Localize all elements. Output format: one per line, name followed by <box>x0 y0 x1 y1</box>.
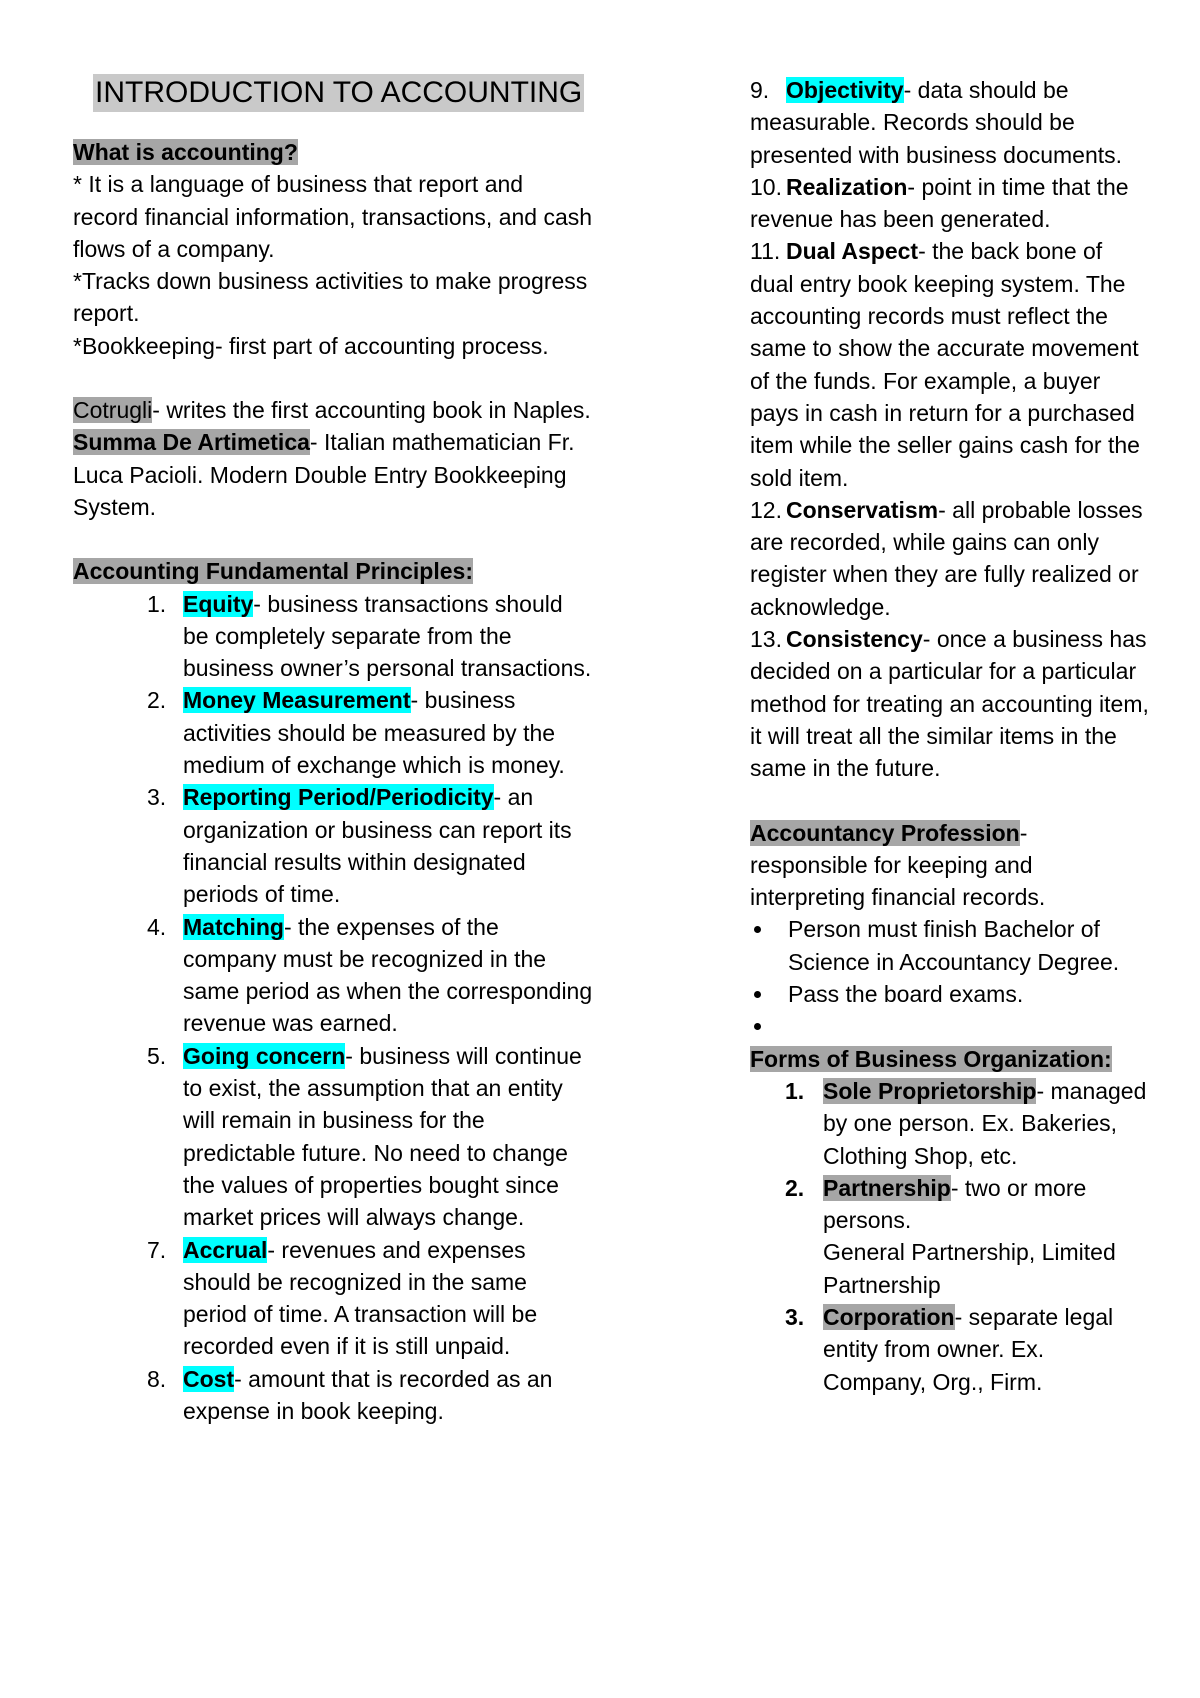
history-item <box>73 426 593 523</box>
principle-text: - all probable losses are recorded, while gains can only register when they are fully realized or acknowledge. <box>750 496 1143 620</box>
intro-line: * It is a language of business that report and record financial information, transactions, and cash flows of a company. <box>73 171 593 262</box>
principle-text: - data should be measurable. Records should be presented with business documents. <box>750 77 1123 168</box>
principle-item <box>147 1040 593 1234</box>
principle-item <box>147 781 593 910</box>
form-term: Partnership <box>823 1174 951 1201</box>
principle-number: 12. <box>750 496 782 523</box>
principle-item <box>147 911 593 1040</box>
principle-term: Going concern <box>183 1042 346 1069</box>
principle-text: - an organization or business can report its financial results within designated periods of time. <box>183 784 572 908</box>
page-title: INTRODUCTION TO ACCOUNTING <box>93 74 584 112</box>
profession-block <box>750 817 1150 914</box>
form-number: 3. <box>785 1303 805 1330</box>
principle-term: Conservatism <box>786 496 939 523</box>
form-term: Sole Proprietorship <box>823 1077 1037 1104</box>
principle-term: Money Measurement <box>183 687 411 714</box>
intro-heading: What is accounting? <box>73 139 298 165</box>
principle-number: 2. <box>147 687 167 714</box>
principles-list-right <box>750 74 1150 785</box>
principle-term: Objectivity <box>786 77 904 103</box>
principle-text: - business will continue to exist, the assumption that an entity will remain in business for the predictable future. No need to change the values of properties bought since market prices will always change. <box>183 1042 582 1231</box>
principle-item <box>147 1234 593 1363</box>
principle-item <box>147 684 593 781</box>
intro-line: *Tracks down business activities to make progress report. <box>73 268 588 327</box>
profession-text: - responsible for keeping and interpreting financial records. <box>750 819 1046 911</box>
principle-number: 4. <box>147 913 167 940</box>
form-number: 2. <box>785 1174 805 1201</box>
requirement-item: Person must finish Bachelor of Science in Accountancy Degree. <box>788 913 1150 978</box>
form-text: - two or more persons. <box>823 1174 1087 1234</box>
history-text: - Italian mathematician Fr. Luca Pacioli. Modern Double Entry Bookkeeping System. <box>73 429 575 520</box>
form-text: - managed by one person. Ex. Bakeries, Clothing Shop, etc. <box>823 1077 1147 1169</box>
principle-term: Equity <box>183 590 254 617</box>
right-column <box>750 74 1150 1398</box>
principle-term: Realization <box>786 173 908 200</box>
principle-number: 11. <box>750 238 781 265</box>
form-number: 1. <box>785 1077 805 1104</box>
principle-term: Reporting Period/Periodicity <box>183 784 494 811</box>
principle-number: 3. <box>147 784 167 811</box>
principle-item <box>750 623 1150 784</box>
principle-term: Matching <box>183 913 284 940</box>
forms-heading: Forms of Business Organization: <box>750 1045 1112 1072</box>
principle-number: 10. <box>750 173 782 200</box>
principle-term: Accrual <box>183 1236 268 1263</box>
principle-text: - revenues and expenses should be recognized in the same period of time. A transaction will be recorded even if it is still unpaid. <box>183 1236 538 1360</box>
principle-number: 1. <box>147 590 167 617</box>
principle-text: - business activities should be measured by the medium of exchange which is money. <box>183 687 565 779</box>
principle-term: Consistency <box>786 626 923 653</box>
form-extra: General Partnership, Limited Partnership <box>823 1239 1116 1298</box>
principle-number: 9. <box>750 77 770 103</box>
left-column <box>73 74 593 1427</box>
principle-item <box>750 494 1150 623</box>
form-text: - separate legal entity from owner. Ex. Company, Org., Firm. <box>823 1303 1114 1395</box>
principles-heading: Accounting Fundamental Principles: <box>73 558 473 585</box>
principle-item <box>750 235 1150 493</box>
form-item <box>785 1301 1150 1398</box>
principle-text: - business transactions should be completely separate from the business owner’s personal transactions. <box>183 590 592 682</box>
principle-item <box>750 74 1150 171</box>
principle-text: - amount that is recorded as an expense in book keeping. <box>183 1365 553 1424</box>
principle-text: - the expenses of the company must be recognized in the same period as when the corresponding revenue was earned. <box>183 913 593 1037</box>
principle-text: - once a business has decided on a particular for a particular method for treating an accounting item, it will treat all the similar items in the same in the future. <box>750 626 1149 782</box>
form-item <box>785 1172 1150 1301</box>
principle-term: Dual Aspect <box>786 238 919 265</box>
history-term: Summa De Artimetica <box>73 429 310 456</box>
history-item <box>73 394 593 426</box>
profession-term: Accountancy Profession <box>750 819 1020 846</box>
principle-number: 13. <box>750 626 782 653</box>
form-term: Corporation <box>823 1303 955 1330</box>
principle-text: - point in time that the revenue has been generated. <box>750 173 1129 233</box>
principle-number: 8. <box>147 1365 167 1392</box>
principle-number: 7. <box>147 1236 167 1263</box>
principle-item <box>750 171 1150 236</box>
profession-requirements <box>750 913 1150 1042</box>
history-text: - writes the first accounting book in Naples. <box>152 397 591 424</box>
history-term: Cotrugli <box>73 397 153 424</box>
requirement-item: Pass the board exams. <box>788 978 1150 1010</box>
principle-number: 5. <box>147 1042 167 1069</box>
forms-list <box>750 1075 1150 1398</box>
principle-text: - the back bone of dual entry book keeping system. The accounting records must reflect the same to show the accurate movement of the funds. For example, a buyer pays in cash in return for a purchased item while the seller gains cash for the sold item. <box>750 238 1140 491</box>
requirement-item <box>788 1010 1150 1042</box>
principle-item <box>147 1363 593 1428</box>
principle-item <box>147 588 593 685</box>
intro-line: *Bookkeeping- first part of accounting process. <box>73 332 549 359</box>
principle-term: Cost <box>183 1365 235 1392</box>
form-item <box>785 1075 1150 1172</box>
principles-list-left <box>73 588 593 1428</box>
